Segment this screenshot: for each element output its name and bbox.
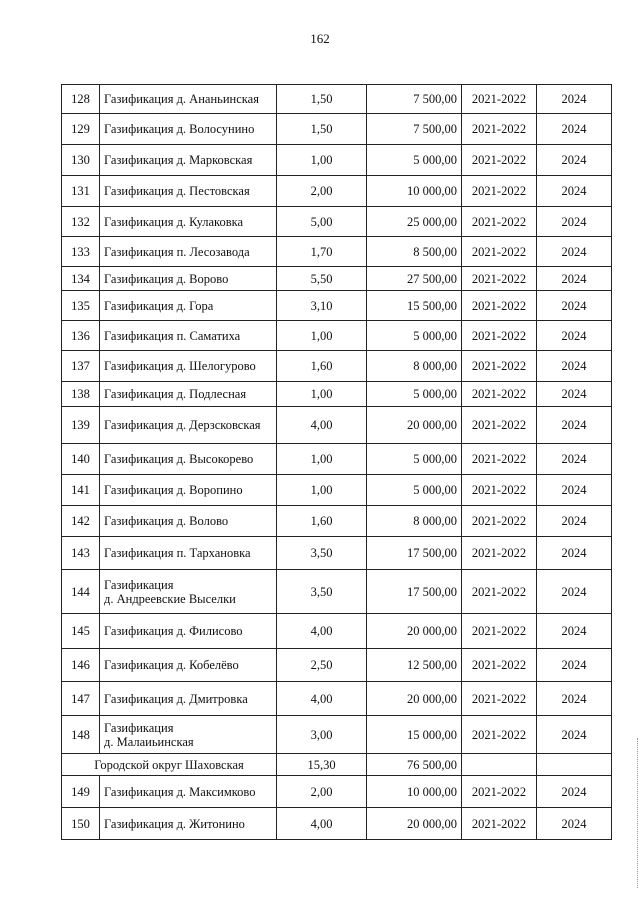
object-name-cell	[100, 207, 277, 237]
period-cell: 2021-2022	[462, 207, 537, 237]
year-cell: 2024	[537, 776, 612, 808]
period-cell: 2021-2022	[462, 145, 537, 176]
scan-margin-mark	[636, 738, 638, 888]
year-cell: 2024	[537, 716, 612, 754]
year-cell: 2024	[537, 85, 612, 114]
object-name-line: Газификация д. Шелогурово	[104, 359, 256, 373]
table-row	[62, 475, 612, 506]
cost-cell: 5 000,00	[367, 444, 462, 475]
year-cell: 2024	[537, 682, 612, 716]
object-name-cell	[100, 291, 277, 321]
length-cell: 1,00	[277, 475, 367, 506]
object-name-line: Газификация д. Высокорево	[104, 452, 254, 466]
gasification-table	[61, 84, 612, 840]
object-name-line: Газификация д. Пестовская	[104, 184, 250, 198]
object-name-cell	[100, 382, 277, 407]
year-cell: 2024	[537, 321, 612, 351]
object-name-line: Газификация д. Волосунино	[104, 122, 255, 136]
row-number-cell: 136	[62, 321, 100, 351]
cost-cell: 10 000,00	[367, 176, 462, 207]
table-row	[62, 808, 612, 840]
year-cell: 2024	[537, 537, 612, 570]
object-name-cell	[100, 716, 277, 754]
cost-cell: 76 500,00	[367, 754, 462, 776]
period-cell: 2021-2022	[462, 351, 537, 382]
object-name-cell	[100, 537, 277, 570]
period-cell: 2021-2022	[462, 291, 537, 321]
object-name-line: Газификация д. Житонино	[104, 816, 245, 831]
object-name-cell	[100, 682, 277, 716]
object-name-line: Газификация п. Саматиха	[104, 328, 241, 343]
year-cell: 2024	[537, 649, 612, 682]
object-name-line: Газификация д. Волово	[104, 514, 229, 528]
object-name-cell	[100, 570, 277, 614]
row-number-cell: 144	[62, 570, 100, 614]
cost-cell: 17 500,00	[367, 570, 462, 614]
year-cell: 2024	[537, 145, 612, 176]
object-name-line: Газификация д. Ананьинская	[104, 92, 259, 106]
object-name-cell	[100, 649, 277, 682]
table-row	[62, 321, 612, 351]
object-name-cell	[100, 776, 277, 808]
length-cell: 1,50	[277, 85, 367, 114]
table-row	[62, 444, 612, 475]
period-cell: 2021-2022	[462, 537, 537, 570]
row-number-cell: 130	[62, 145, 100, 176]
table-row	[62, 570, 612, 614]
object-name-cell	[100, 407, 277, 444]
object-name-line: Газификация д. Подлесная	[104, 387, 247, 401]
object-name-cell	[100, 145, 277, 176]
length-cell: 5,50	[277, 267, 367, 291]
length-cell: 1,00	[277, 382, 367, 407]
object-name-line: Газификация д. Филисово	[104, 624, 243, 638]
length-cell: 3,50	[277, 537, 367, 570]
period-cell: 2021-2022	[462, 808, 537, 840]
object-name-cell	[100, 444, 277, 475]
year-cell: 2024	[537, 382, 612, 407]
cost-cell: 8 000,00	[367, 506, 462, 537]
row-number-cell: 147	[62, 682, 100, 716]
year-cell: 2024	[537, 114, 612, 145]
row-number-cell: 129	[62, 114, 100, 145]
object-name-line: Газификация	[104, 577, 174, 592]
object-name-cell	[100, 176, 277, 207]
year-cell: 2024	[537, 614, 612, 649]
object-name-cell	[100, 506, 277, 537]
row-number-cell: 139	[62, 407, 100, 444]
period-cell: 2021-2022	[462, 614, 537, 649]
cost-cell: 15 000,00	[367, 716, 462, 754]
year-cell: 2024	[537, 444, 612, 475]
year-cell: 2024	[537, 475, 612, 506]
table-row	[62, 237, 612, 267]
row-number-cell: 142	[62, 506, 100, 537]
length-cell: 4,00	[277, 808, 367, 840]
object-name-line-2: д. Андреевские Выселки	[104, 591, 236, 606]
object-name-cell	[100, 614, 277, 649]
row-number-cell: 134	[62, 267, 100, 291]
length-cell: 1,00	[277, 444, 367, 475]
table-row	[62, 291, 612, 321]
cost-cell: 8 500,00	[367, 237, 462, 267]
cost-cell: 17 500,00	[367, 537, 462, 570]
length-cell: 1,70	[277, 237, 367, 267]
period-cell: 2021-2022	[462, 475, 537, 506]
table-row	[62, 407, 612, 444]
object-name-line: Газификация д. Дмитровка	[104, 691, 248, 706]
period-cell: 2021-2022	[462, 237, 537, 267]
year-cell: 2024	[537, 207, 612, 237]
period-cell: 2021-2022	[462, 682, 537, 716]
length-cell: 4,00	[277, 407, 367, 444]
subtotal-label: Городской округ Шаховская	[62, 754, 277, 776]
cost-cell: 20 000,00	[367, 682, 462, 716]
table-row	[62, 85, 612, 114]
cost-cell: 5 000,00	[367, 321, 462, 351]
object-name-line: Газификация д. Марковская	[104, 153, 253, 167]
object-name-line: Газификация д. Ворово	[104, 271, 229, 286]
length-cell: 2,50	[277, 649, 367, 682]
object-name-cell	[100, 85, 277, 114]
object-name-cell	[100, 351, 277, 382]
length-cell: 1,60	[277, 351, 367, 382]
row-number-cell: 145	[62, 614, 100, 649]
object-name-line: Газификация д. Кулаковка	[104, 214, 244, 229]
year-cell	[537, 754, 612, 776]
object-name-line-2: д. Малаиьинская	[104, 734, 194, 749]
object-name-cell	[100, 267, 277, 291]
length-cell: 3,10	[277, 291, 367, 321]
table-row	[62, 649, 612, 682]
row-number-cell: 128	[62, 85, 100, 114]
length-cell: 4,00	[277, 682, 367, 716]
length-cell: 2,00	[277, 176, 367, 207]
object-name-cell	[100, 237, 277, 267]
row-number-cell: 150	[62, 808, 100, 840]
subtotal-row	[62, 754, 612, 776]
cost-cell: 5 000,00	[367, 475, 462, 506]
year-cell: 2024	[537, 506, 612, 537]
object-name-cell	[100, 321, 277, 351]
table-row	[62, 716, 612, 754]
row-number-cell: 148	[62, 716, 100, 754]
period-cell: 2021-2022	[462, 267, 537, 291]
cost-cell: 5 000,00	[367, 382, 462, 407]
table-row	[62, 682, 612, 716]
length-cell: 3,50	[277, 570, 367, 614]
length-cell: 15,30	[277, 754, 367, 776]
period-cell: 2021-2022	[462, 407, 537, 444]
page-number: 162	[310, 31, 330, 46]
object-name-line: Газификация д. Дерзсковская	[104, 418, 261, 432]
row-number-cell: 133	[62, 237, 100, 267]
row-number-cell: 135	[62, 291, 100, 321]
object-name-line: Газификация д. Кобелёво	[104, 658, 239, 672]
object-name-cell	[100, 114, 277, 145]
object-name-line: Газификация д. Воропино	[104, 483, 243, 497]
length-cell: 4,00	[277, 614, 367, 649]
period-cell: 2021-2022	[462, 570, 537, 614]
object-name-line: Газификация д. Гора	[104, 298, 214, 313]
year-cell: 2024	[537, 570, 612, 614]
length-cell: 1,60	[277, 506, 367, 537]
year-cell: 2024	[537, 351, 612, 382]
row-number-cell: 138	[62, 382, 100, 407]
row-number-cell: 149	[62, 776, 100, 808]
cost-cell: 7 500,00	[367, 114, 462, 145]
row-number-cell: 131	[62, 176, 100, 207]
row-number-cell: 141	[62, 475, 100, 506]
year-cell: 2024	[537, 176, 612, 207]
cost-cell: 12 500,00	[367, 649, 462, 682]
object-name-line: Газификация д. Максимково	[104, 784, 256, 799]
table-row	[62, 382, 612, 407]
year-cell: 2024	[537, 267, 612, 291]
year-cell: 2024	[537, 291, 612, 321]
object-name-line: Газификация	[104, 720, 174, 735]
cost-cell: 20 000,00	[367, 407, 462, 444]
table-row	[62, 267, 612, 291]
object-name-line: Газификация п. Лесозавода	[104, 244, 250, 259]
row-number-cell: 146	[62, 649, 100, 682]
period-cell: 2021-2022	[462, 176, 537, 207]
cost-cell: 7 500,00	[367, 85, 462, 114]
cost-cell: 5 000,00	[367, 145, 462, 176]
cost-cell: 25 000,00	[367, 207, 462, 237]
year-cell: 2024	[537, 407, 612, 444]
period-cell: 2021-2022	[462, 114, 537, 145]
row-number-cell: 143	[62, 537, 100, 570]
cost-cell: 20 000,00	[367, 808, 462, 840]
year-cell: 2024	[537, 237, 612, 267]
table-row	[62, 776, 612, 808]
cost-cell: 20 000,00	[367, 614, 462, 649]
period-cell: 2021-2022	[462, 776, 537, 808]
object-name-line: Газификация п. Тархановка	[104, 546, 251, 560]
cost-cell: 27 500,00	[367, 267, 462, 291]
period-cell: 2021-2022	[462, 382, 537, 407]
object-name-cell	[100, 475, 277, 506]
length-cell: 1,00	[277, 145, 367, 176]
period-cell	[462, 754, 537, 776]
length-cell: 2,00	[277, 776, 367, 808]
table-row	[62, 351, 612, 382]
table-row	[62, 614, 612, 649]
cost-cell: 10 000,00	[367, 776, 462, 808]
table-body	[62, 85, 612, 840]
length-cell: 3,00	[277, 716, 367, 754]
object-name-cell	[100, 808, 277, 840]
row-number-cell: 132	[62, 207, 100, 237]
period-cell: 2021-2022	[462, 506, 537, 537]
table-row	[62, 537, 612, 570]
table-row	[62, 114, 612, 145]
length-cell: 5,00	[277, 207, 367, 237]
period-cell: 2021-2022	[462, 444, 537, 475]
length-cell: 1,00	[277, 321, 367, 351]
period-cell: 2021-2022	[462, 321, 537, 351]
table-row	[62, 145, 612, 176]
cost-cell: 8 000,00	[367, 351, 462, 382]
period-cell: 2021-2022	[462, 85, 537, 114]
period-cell: 2021-2022	[462, 649, 537, 682]
row-number-cell: 140	[62, 444, 100, 475]
year-cell: 2024	[537, 808, 612, 840]
row-number-cell: 137	[62, 351, 100, 382]
period-cell: 2021-2022	[462, 716, 537, 754]
table-row	[62, 207, 612, 237]
table-row	[62, 506, 612, 537]
cost-cell: 15 500,00	[367, 291, 462, 321]
length-cell: 1,50	[277, 114, 367, 145]
table-row	[62, 176, 612, 207]
